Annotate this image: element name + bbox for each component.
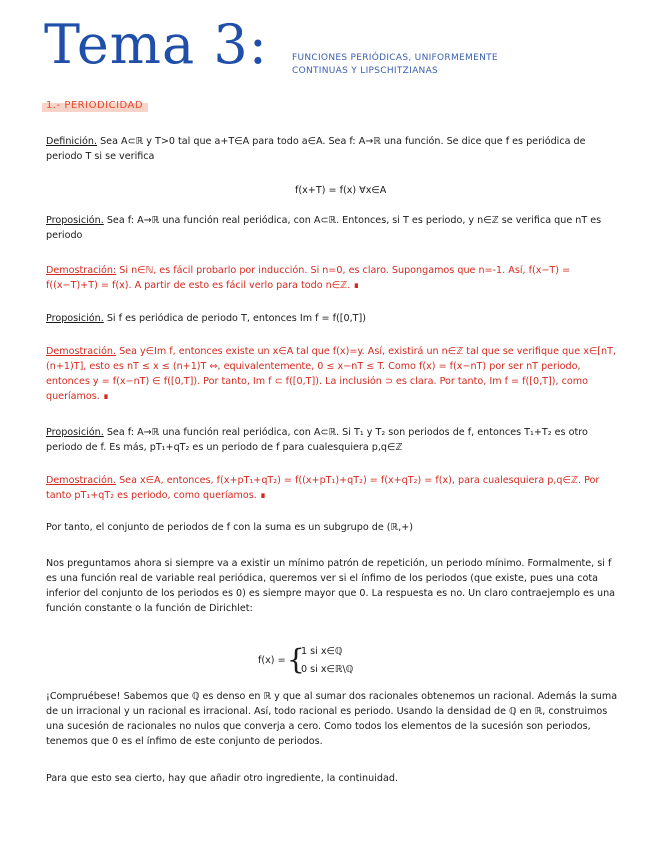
dirichlet-brace: {	[287, 643, 305, 676]
section-heading	[46, 100, 143, 111]
definition-keyword: Definición.	[46, 136, 98, 147]
proof-1-text: Si n∈ℕ, es fácil probarlo por inducción. Si n=0, es claro. Supongamos que n=-1. Así, f(x−T) = f((x−T)+T) = f(x). A partir de esto es fácil verlo para todo n∈ℤ. ∎	[46, 265, 571, 291]
subgroup-paragraph: Por tanto, el conjunto de periodos de f con la suma es un subgrupo de (ℝ,+)	[46, 522, 413, 533]
proposition-2	[46, 311, 620, 326]
dirichlet-case-rational: 1 si x∈ℚ	[301, 646, 343, 657]
proof-2-text: Sea y∈Im f, entonces existe un x∈A tal que f(x)=y. Así, existirá un n∈ℤ tal que se verifique que x∈[nT, (n+1)T], esto es nT ≤ x ≤ (n+1)T ⇔, equivalentemente, 0 ≤ x−nT ≤ T. Como f(x) = f(x−nT) por ser nT periodo, entonces y = f(x−nT) ∈ f([0,T]). Por tanto, Im f ⊂ f([0,T]). La inclusión ⊃ es clara. Por tanto, Im f = f([0,T]), como queríamos. ∎	[46, 346, 616, 402]
proof-3-keyword: Demostración.	[46, 475, 117, 486]
continuity-paragraph: Para que esto sea cierto, hay que añadir otro ingrediente, la continuidad.	[46, 773, 398, 784]
proof-1-keyword: Demostración:	[46, 265, 117, 276]
proposition-1	[46, 213, 620, 243]
proof-1	[46, 263, 620, 293]
proposition-2-text: Si f es periódica de periodo T, entonces Im f = f([0,T])	[103, 313, 366, 324]
proposition-2-keyword: Proposición.	[46, 313, 104, 324]
dirichlet-case-irrational: 0 si x∈ℝ\ℚ	[301, 664, 354, 675]
proposition-1-keyword: Proposición.	[46, 215, 104, 226]
periodicity-formula: f(x+T) = f(x) ∀x∈A	[295, 185, 387, 196]
proposition-3-keyword: Proposición.	[46, 427, 104, 438]
page-title: Tema 3:	[44, 13, 268, 76]
proof-2-keyword: Demostración.	[46, 346, 117, 357]
proposition-1-text: Sea f: A→ℝ una función real periódica, con A⊂ℝ. Entonces, si T es periodo, y n∈ℤ se verifica que nT es periodo	[46, 215, 602, 241]
definition-text: Sea A⊂ℝ y T>0 tal que a+T∈A para todo a∈A. Sea f: A→ℝ una función. Se dice que f es periódica de periodo T si se verifica	[46, 136, 586, 162]
definition-block	[46, 134, 620, 164]
proof-2	[46, 344, 620, 404]
minimum-period-paragraph: Nos preguntamos ahora si siempre va a existir un mínimo patrón de repetición, un periodo mínimo. Formalmente, si f es una función real de variable real periódica, queremos ver si el ínfimo de los periodos (que existe, pues una cota inferior del conjunto de los periodos es 0) es siempre mayor que 0. La respuesta es no. Un claro contraejemplo es una función constante o la función de Dirichlet:	[46, 558, 616, 614]
proposition-3	[46, 425, 620, 455]
proof-3	[46, 473, 620, 503]
proof-3-text: Sea x∈A, entonces, f(x+pT₁+qT₂) = f((x+pT₁)+qT₂) = f(x+qT₂) = f(x), para cualesquiera p,q∈ℤ. Por tanto pT₁+qT₂ es periodo, como queríamos. ∎	[46, 475, 600, 501]
section-heading-text: 1.- PERIODICIDAD	[46, 100, 144, 111]
proposition-3-text: Sea f: A→ℝ una función real periódica, con A⊂ℝ. Si T₁ y T₂ son periodos de f, entonces T₁+T₂ es otro periodo de f. Es más, pT₁+qT₂ es un periodo de f para cualesquiera p,q∈ℤ	[46, 427, 588, 453]
page-subtitle: FUNCIONES PERIÓDICAS, UNIFORMEMENTE CONTINUAS Y LIPSCHITZIANAS	[292, 53, 498, 76]
dirichlet-lhs: f(x) =	[258, 655, 286, 666]
check-paragraph: ¡Compruébese! Sabemos que ℚ es denso en ℝ y que al sumar dos racionales obtenemos un racional. Además la suma de un irracional y un racional es irracional. Así, todo racional es periodo. Usando la densidad de ℚ en ℝ, construimos una sucesión de racionales no nulos que converja a cero. Como todos los elementos de la sucesión son periodos, tenemos que 0 es el ínfimo de este conjunto de periodos.	[46, 691, 618, 747]
